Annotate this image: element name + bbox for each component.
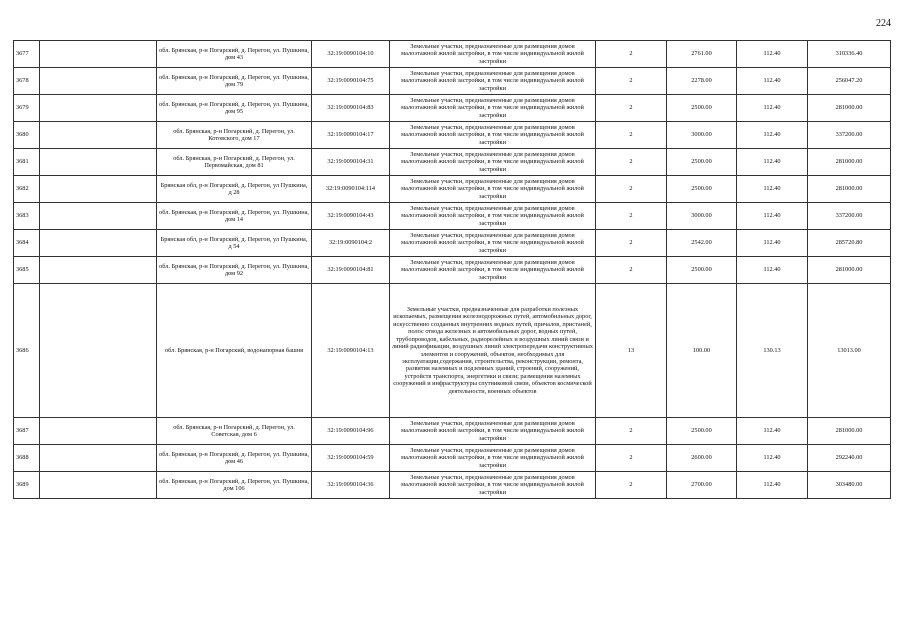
specific-value-cell: 112.40 [737,203,808,230]
cadastral-number-cell: 32:19:0090104:13 [312,284,390,418]
cadastral-number-cell: 32:19:0090104:36 [312,472,390,499]
cadastral-value-cell: 281000.00 [808,176,891,203]
row-number-cell: 3679 [14,95,40,122]
table-row [14,257,891,284]
row-number-cell: 3680 [14,122,40,149]
use-group-cell: 2 [596,122,667,149]
specific-value-cell: 112.40 [737,95,808,122]
row-number-cell: 3686 [14,284,40,418]
cadastral-value-cell: 281000.00 [808,149,891,176]
use-group-cell: 2 [596,418,667,445]
row-number-cell: 3682 [14,176,40,203]
specific-value-cell: 112.40 [737,122,808,149]
cadastral-number-cell: 32:19:0090104:17 [312,122,390,149]
use-group-cell: 2 [596,41,667,68]
cadastral-value-table [13,40,891,499]
table-row [14,176,891,203]
specific-value-cell: 130.13 [737,284,808,418]
area-cell: 2500.00 [667,149,737,176]
address-cell: обл. Брянская, р-н Погарский, д. Перегон, ул. Пушкина, дом 106 [157,472,312,499]
empty-cell [40,257,157,284]
cadastral-number-cell: 32:19:0090104:2 [312,230,390,257]
cadastral-value-cell: 13013.00 [808,284,891,418]
address-cell: Брянская обл, р-н Погарский, д. Перегон, ул Пушкина, д 54 [157,230,312,257]
row-number-cell: 3684 [14,230,40,257]
permitted-use-cell: Земельные участки, предназначенные для размещения домов малоэтажной жилой застройки, в том числе индивидуальной жилой застройки [390,257,596,284]
page-number: 224 [876,18,891,29]
table-row [14,472,891,499]
permitted-use-cell: Земельные участки, предназначенные для размещения домов малоэтажной жилой застройки, в том числе индивидуальной жилой застройки [390,230,596,257]
cadastral-value-cell: 292240.00 [808,445,891,472]
address-cell: обл. Брянская, р-н Погарский, д. Перегон, ул. Котовского, дом 17 [157,122,312,149]
permitted-use-cell: Земельные участки, предназначенные для размещения домов малоэтажной жилой застройки, в том числе индивидуальной жилой застройки [390,95,596,122]
specific-value-cell: 112.40 [737,68,808,95]
permitted-use-cell: Земельные участки, предназначенные для размещения домов малоэтажной жилой застройки, в том числе индивидуальной жилой застройки [390,472,596,499]
table-row [14,122,891,149]
use-group-cell: 2 [596,176,667,203]
empty-cell [40,284,157,418]
empty-cell [40,95,157,122]
cadastral-value-cell: 281000.00 [808,257,891,284]
table-row [14,95,891,122]
cadastral-value-cell: 256047.20 [808,68,891,95]
area-cell: 2542.00 [667,230,737,257]
row-number-cell: 3683 [14,203,40,230]
area-cell: 2761.00 [667,41,737,68]
area-cell: 2278.00 [667,68,737,95]
table-row [14,41,891,68]
table-body [14,41,891,499]
permitted-use-cell: Земельные участки, предназначенные для размещения домов малоэтажной жилой застройки, в том числе индивидуальной жилой застройки [390,68,596,95]
permitted-use-cell: Земельные участки, предназначенные для размещения домов малоэтажной жилой застройки, в том числе индивидуальной жилой застройки [390,176,596,203]
specific-value-cell: 112.40 [737,472,808,499]
cadastral-number-cell: 32:19:0090104:83 [312,95,390,122]
row-number-cell: 3687 [14,418,40,445]
use-group-cell: 13 [596,284,667,418]
empty-cell [40,472,157,499]
table-row [14,230,891,257]
empty-cell [40,230,157,257]
empty-cell [40,122,157,149]
permitted-use-cell: Земельные участки, предназначенные для размещения домов малоэтажной жилой застройки, в том числе индивидуальной жилой застройки [390,418,596,445]
row-number-cell: 3677 [14,41,40,68]
specific-value-cell: 112.40 [737,230,808,257]
cadastral-number-cell: 32:19:0090104:59 [312,445,390,472]
cadastral-number-cell: 32:19:0090104:31 [312,149,390,176]
specific-value-cell: 112.40 [737,418,808,445]
address-cell: обл. Брянская, р-н Погарский, д. Перегон, ул. Пушкина, дом 43 [157,41,312,68]
address-cell: обл. Брянская, р-н Погарский, д. Перегон, ул. Пушкина, дом 46 [157,445,312,472]
area-cell: 3000.00 [667,203,737,230]
cadastral-value-cell: 281000.00 [808,418,891,445]
area-cell: 100.00 [667,284,737,418]
permitted-use-cell: Земельные участки, предназначенные для размещения домов малоэтажной жилой застройки, в том числе индивидуальной жилой застройки [390,122,596,149]
specific-value-cell: 112.40 [737,149,808,176]
empty-cell [40,149,157,176]
permitted-use-cell: Земельные участки, предназначенные для размещения домов малоэтажной жилой застройки, в том числе индивидуальной жилой застройки [390,445,596,472]
area-cell: 3000.00 [667,122,737,149]
specific-value-cell: 112.40 [737,445,808,472]
cadastral-number-cell: 32:19:0090104:43 [312,203,390,230]
cadastral-value-cell: 303480.00 [808,472,891,499]
specific-value-cell: 112.40 [737,41,808,68]
cadastral-number-cell: 32:19:0090104:75 [312,68,390,95]
row-number-cell: 3681 [14,149,40,176]
cadastral-number-cell: 32:19:0090104:96 [312,418,390,445]
use-group-cell: 2 [596,149,667,176]
area-cell: 2500.00 [667,176,737,203]
table-row [14,203,891,230]
use-group-cell: 2 [596,95,667,122]
address-cell: обл. Брянская, р-н Погарский, д. Перегон, ул. Пушкина, дом 95 [157,95,312,122]
cadastral-number-cell: 32:19:0090104:114 [312,176,390,203]
permitted-use-cell: Земельные участки, предназначенные для разработки полезных ископаемых, размещения железнодорожных путей, автомобильных дорог, искусственно созданных внутренних водных путей, причалов, пристаней, полос отвода железных и автомобильных дорог, водных путей, трубопроводов, кабельных, радиорелейных и воздушных линий связи и линий радиофикации, воздушных линий электропередачи конструктивных элементов и сооружений, объектов, необходимых для эксплуатации,содержания, строительства, реконструкции, ремонта, развития наземных и подземных зданий, строений, сооружений, устройств транспорта, энергетики и связи; размещения наземных сооружений и инфраструктуры спутниковой связи, объектов космической деятельности, военных объектов [390,284,596,418]
address-cell: обл. Брянская, р-н Погарский, д. Перегон, ул. Пушкина, дом 14 [157,203,312,230]
table-row [14,149,891,176]
row-number-cell: 3688 [14,445,40,472]
area-cell: 2700.00 [667,472,737,499]
address-cell: обл. Брянская, р-н Погарский, д. Перегон, ул. Первомайская, дом 81 [157,149,312,176]
table-row [14,284,891,418]
row-number-cell: 3685 [14,257,40,284]
table-row [14,445,891,472]
empty-cell [40,203,157,230]
cadastral-value-cell: 310336.40 [808,41,891,68]
use-group-cell: 2 [596,230,667,257]
cadastral-value-cell: 337200.00 [808,122,891,149]
empty-cell [40,176,157,203]
cadastral-value-cell: 281000.00 [808,95,891,122]
row-number-cell: 3689 [14,472,40,499]
permitted-use-cell: Земельные участки, предназначенные для размещения домов малоэтажной жилой застройки, в том числе индивидуальной жилой застройки [390,149,596,176]
specific-value-cell: 112.40 [737,257,808,284]
cadastral-number-cell: 32:19:0090104:81 [312,257,390,284]
area-cell: 2500.00 [667,418,737,445]
permitted-use-cell: Земельные участки, предназначенные для размещения домов малоэтажной жилой застройки, в том числе индивидуальной жилой застройки [390,203,596,230]
row-number-cell: 3678 [14,68,40,95]
empty-cell [40,68,157,95]
area-cell: 2600.00 [667,445,737,472]
empty-cell [40,41,157,68]
empty-cell [40,445,157,472]
cadastral-value-cell: 285720.80 [808,230,891,257]
address-cell: Брянская обл, р-н Погарский, д. Перегон, ул Пушкина, д 28 [157,176,312,203]
use-group-cell: 2 [596,257,667,284]
empty-cell [40,418,157,445]
permitted-use-cell: Земельные участки, предназначенные для размещения домов малоэтажной жилой застройки, в том числе индивидуальной жилой застройки [390,41,596,68]
table-row [14,418,891,445]
address-cell: обл. Брянская, р-н Погарский, д. Перегон, ул. Пушкина, дом 79 [157,68,312,95]
address-cell: обл. Брянская, р-н Погарский, д. Перегон, ул. Пушкина, дом 92 [157,257,312,284]
address-cell: обл. Брянская, р-н Погарский, водонапорная башня [157,284,312,418]
specific-value-cell: 112.40 [737,176,808,203]
use-group-cell: 2 [596,445,667,472]
table-row [14,68,891,95]
area-cell: 2500.00 [667,95,737,122]
use-group-cell: 2 [596,203,667,230]
cadastral-value-cell: 337200.00 [808,203,891,230]
use-group-cell: 2 [596,472,667,499]
address-cell: обл. Брянская, р-н Погарский, д. Перегон, ул. Советская, дом 6 [157,418,312,445]
area-cell: 2500.00 [667,257,737,284]
use-group-cell: 2 [596,68,667,95]
cadastral-number-cell: 32:19:0090104:10 [312,41,390,68]
